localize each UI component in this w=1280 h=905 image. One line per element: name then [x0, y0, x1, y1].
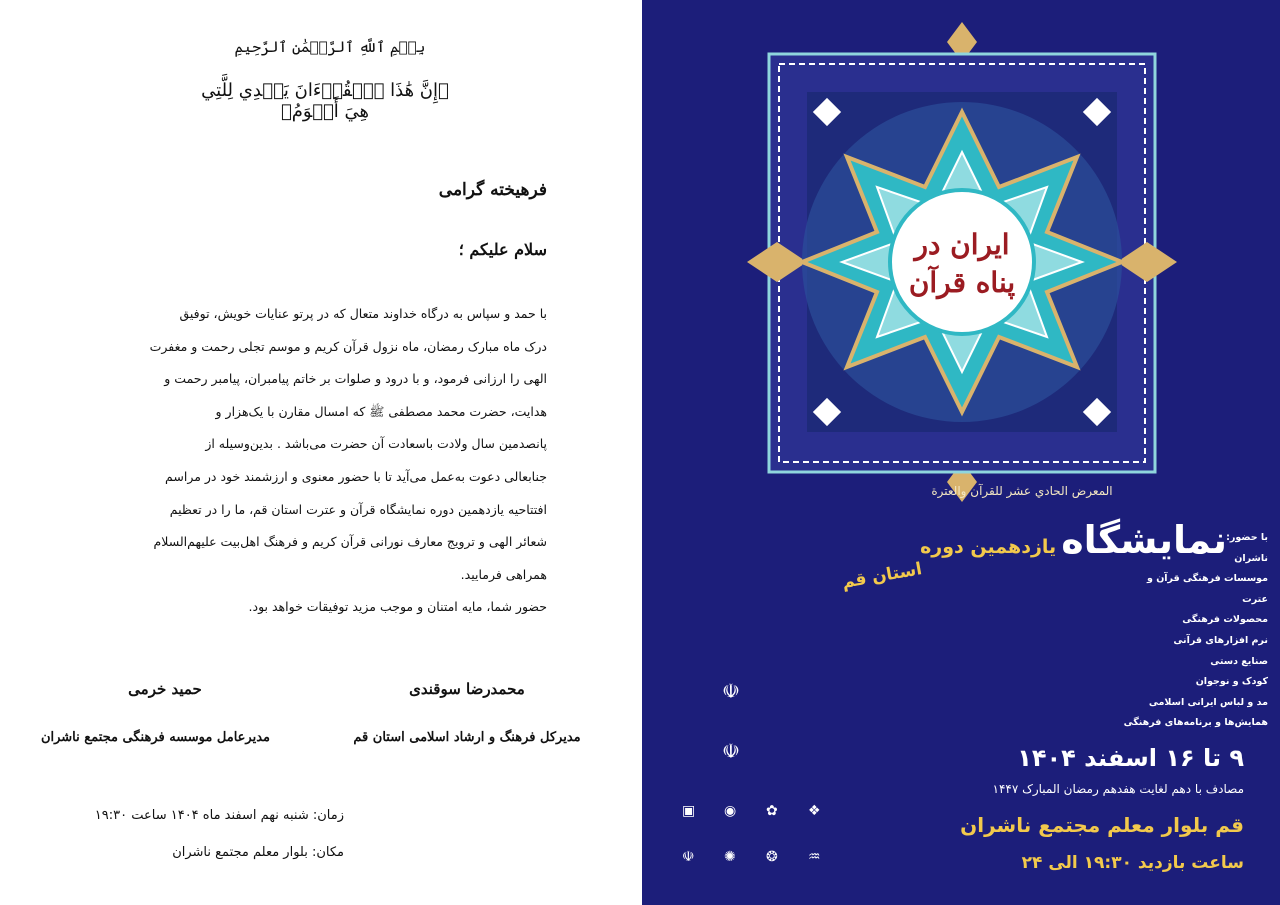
letter-line: جنابعالی دعوت به‌عمل می‌آید تا با حضور معنوی و ارزشمند خود در مراسم	[165, 468, 547, 484]
greeting: سلام علیکم ؛	[458, 240, 547, 259]
salutation: فرهیخته گرامی	[438, 180, 547, 200]
list-item: ناشران	[1234, 552, 1268, 564]
event-dates: ۹ تا ۱۶ اسفند ۱۴۰۴	[1017, 744, 1244, 772]
basmala: بِسۡمِ ٱللَّهِ ٱلرَّحۡمَٰنِ ٱلرَّحِيمِ	[234, 38, 426, 56]
logo-icon: ❂	[766, 849, 778, 865]
emblem-icon: ☫	[722, 679, 740, 703]
logo-icon: ▣	[682, 803, 696, 819]
edition-label: یازدهمین دوره	[920, 536, 1057, 558]
letter-line: با حمد و سپاس به درگاه خداوند متعال که در پرتو عنایات خویش، توفیق	[179, 306, 547, 321]
exhibitors-list	[1118, 528, 1268, 734]
signer-role: مدیرعامل موسسه فرهنگی مجتمع ناشران	[40, 730, 270, 745]
arabic-subtitle: المعرض الحادي عشر للقرآن والعترة	[931, 484, 1113, 498]
medallion-text-2: پناه قرآن	[908, 266, 1016, 299]
signer-role: مدیرکل فرهنگ و ارشاد اسلامی استان قم	[353, 730, 581, 745]
logo-icon: ◉	[724, 803, 737, 819]
letter-line: هدایت، حضرت محمد مصطفی ﷺ که امسال مقارن با یک‌هزار و	[215, 403, 547, 419]
logo-icon: ❖	[808, 803, 821, 819]
list-item: همایش‌ها و برنامه‌های فرهنگی	[1123, 717, 1268, 729]
list-item: مد و لباس ایرانی اسلامی	[1148, 696, 1268, 708]
venue-address: قم بلوار معلم مجتمع ناشران	[960, 813, 1244, 837]
signer-name: حمید خرمی	[128, 680, 202, 698]
event-place: مکان: بلوار معلم مجتمع ناشران	[172, 845, 344, 860]
letter-line: شعائر الهی و ترویج معارف نورانی قرآن کریم و فرهنگ اهل‌بیت علیهم‌السلام	[153, 534, 547, 550]
signer-name: محمدرضا سوقندی	[409, 680, 525, 698]
ramadan-dates: مصادف با دهم لغایت هفدهم رمضان المبارک ۱۴۴۷	[992, 782, 1244, 796]
letter-line: الهی را ارزانی فرمود، و با درود و صلوات بر خاتم پیامبران، پیامبر رحمت و	[164, 371, 547, 387]
logo-icon: ✿	[766, 803, 778, 819]
exhibition-poster	[642, 0, 1280, 905]
letter-body	[92, 298, 547, 624]
list-item: صنایع دستی	[1210, 655, 1268, 667]
letter-line: حضور شما، مایه امتنان و موجب مزید توفیقات خواهد بود.	[248, 599, 547, 615]
letter-line: همراهی فرمایید.	[460, 566, 547, 582]
logo-icon: ♒	[808, 849, 821, 865]
emblem-icon: ☫	[682, 849, 695, 865]
event-time: زمان: شنبه نهم اسفند ماه ۱۴۰۴ ساعت ۱۹:۳۰	[94, 808, 344, 823]
visiting-hours: ساعت بازدید ۱۹:۳۰ الی ۲۴	[1021, 853, 1244, 873]
letter-line: درک ماه مبارک رمضان، ماه نزول قرآن کریم و موسم تجلی رحمت و مغفرت	[149, 338, 547, 354]
signature-block-2	[40, 680, 270, 745]
list-item: موسسات فرهنگی قرآن و عترت	[1146, 573, 1268, 605]
exhibitors-label: با حضور:	[1226, 532, 1268, 543]
letter-line: افتتاحیه یازدهمین دوره نمایشگاه قرآن و عترت استان قم، ما را در تعظیم	[169, 501, 547, 517]
quran-verse: ﴿إِنَّ هَٰذَا ٱلۡقُرۡءَانَ يَهۡدِي لِلَّتِي هِيَ أَقۡوَمُ﴾	[201, 80, 449, 122]
list-item: نرم افزارهای قرآنی	[1173, 634, 1268, 646]
signature-block-1	[352, 680, 582, 745]
medallion-text-1: ایران در	[914, 228, 1010, 261]
list-item: محصولات فرهنگی	[1182, 614, 1268, 626]
logo-icon: ✺	[724, 849, 736, 865]
list-item: کودک و نوجوان	[1195, 676, 1268, 688]
sponsor-logos	[682, 680, 842, 890]
province-label: استان قم	[840, 559, 924, 593]
emblem-icon: ☫	[722, 739, 740, 763]
center-medallion	[890, 190, 1034, 334]
medallion-ornament	[737, 22, 1187, 502]
letter-line: پانصدمین سال ولادت باسعادت آن حضرت می‌باشد . بدین‌وسیله از	[205, 436, 547, 452]
exhibition-label: نمایشگاه	[1061, 518, 1227, 562]
